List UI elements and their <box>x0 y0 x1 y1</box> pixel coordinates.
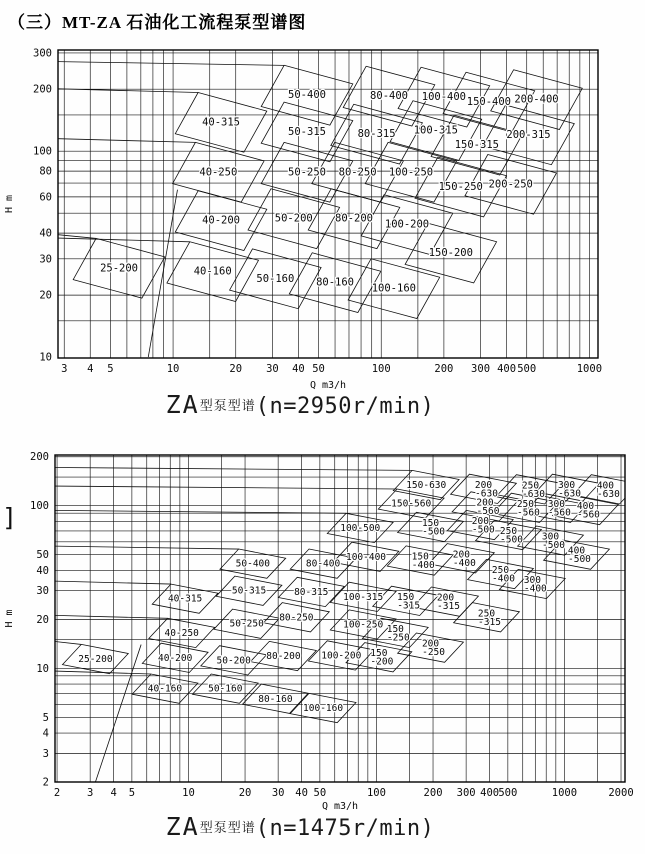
y-tick-labels <box>30 451 49 788</box>
model-label-80-160: 80-160 <box>258 693 293 705</box>
x-tick-400: 400 <box>480 787 500 799</box>
model-label-150-315: 150 -315 <box>397 591 421 612</box>
model-label-100-250: 100-250 <box>343 619 384 631</box>
y-tick-30: 30 <box>36 585 49 598</box>
model-label-80-400: 80-400 <box>305 558 341 570</box>
model-label-50-160: 50-160 <box>208 683 243 695</box>
model-label-80-200: 80-200 <box>266 651 301 663</box>
x-tick-50: 50 <box>313 787 327 799</box>
model-label-150-250: 150-250 <box>438 180 483 193</box>
model-label-80-250: 80-250 <box>338 166 377 179</box>
model-label-50-200: 50-200 <box>216 655 251 667</box>
pump-spectrum-chart-1475rpm <box>0 445 645 823</box>
y-tick-3: 3 <box>42 747 49 760</box>
x-tick-50: 50 <box>312 363 325 375</box>
x-tick-10: 10 <box>166 363 180 375</box>
x-tick-20: 20 <box>229 363 243 375</box>
x-tick-1000: 1000 <box>576 363 603 375</box>
y-tick-50: 50 <box>36 549 49 562</box>
x-tick-5: 5 <box>107 363 114 375</box>
model-label-50-160: 50-160 <box>256 272 295 285</box>
x-tick-labels <box>54 787 634 799</box>
model-label-100-315: 100-315 <box>343 591 384 603</box>
model-label-40-315: 40-315 <box>167 593 203 605</box>
model-label-80-315: 80-315 <box>357 128 396 141</box>
x-tick-5: 5 <box>128 787 136 799</box>
y-tick-labels <box>33 47 52 363</box>
model-label-40-200: 40-200 <box>158 652 193 664</box>
model-label-40-200: 40-200 <box>202 214 241 227</box>
model-label-100-200: 100-200 <box>321 650 362 662</box>
model-label-100-250: 100-250 <box>388 166 434 179</box>
model-label-50-400: 50-400 <box>235 558 270 570</box>
row-boundary-curve <box>55 467 412 470</box>
column-boundary-line <box>95 645 141 782</box>
model-label-100-400: 100-400 <box>345 551 387 563</box>
model-label-200-250: 200-250 <box>488 178 533 191</box>
model-label-50-315: 50-315 <box>231 585 267 597</box>
model-label-400-630: 400 -630 <box>596 480 620 500</box>
x-tick-1000: 1000 <box>551 787 578 799</box>
x-tick-30: 30 <box>266 363 279 375</box>
model-label-50-200: 50-200 <box>274 212 313 225</box>
model-label-150-500: 150 -500 <box>421 517 445 538</box>
row-boundary-curve <box>55 581 171 584</box>
x-tick-500: 500 <box>498 787 518 799</box>
model-label-40-160: 40-160 <box>147 683 183 695</box>
x-tick-400: 400 <box>497 363 517 375</box>
x-tick-100: 100 <box>371 363 391 375</box>
model-label-150-250: 150 -250 <box>386 623 410 644</box>
model-label-200-315: 200-315 <box>506 128 551 141</box>
y-tick-5: 5 <box>42 711 49 724</box>
model-label-100-160: 100-160 <box>303 703 344 715</box>
x-tick-200: 200 <box>434 363 454 375</box>
row-boundary-curve <box>58 238 190 242</box>
model-label-250-560: 250 -560 <box>516 498 540 519</box>
y-tick-100: 100 <box>33 145 52 158</box>
model-label-40-250: 40-250 <box>164 627 199 639</box>
model-label-250-400: 250 -400 <box>491 565 515 585</box>
model-label-50-400: 50-400 <box>288 89 326 102</box>
caption-kind-text: 型泵型谱 <box>199 820 256 835</box>
x-tick-40: 40 <box>295 787 308 799</box>
caption-series-code: ZA <box>165 812 200 841</box>
model-label-40-250: 40-250 <box>199 166 238 179</box>
y-tick-10: 10 <box>36 662 49 675</box>
y-tick-200: 200 <box>33 83 52 96</box>
y-tick-60: 60 <box>39 191 52 204</box>
model-label-150-400: 150-400 <box>466 96 512 109</box>
x-tick-30: 30 <box>271 787 285 799</box>
model-label-50-250: 50-250 <box>229 618 264 630</box>
caption-series-code: ZA <box>165 390 200 419</box>
model-label-300-500: 300 -500 <box>541 531 565 552</box>
y-tick-4: 4 <box>42 727 49 740</box>
grid-lines <box>55 455 625 782</box>
model-label-100-400: 100-400 <box>421 91 467 104</box>
scan-artifact-bracket: ] <box>2 503 18 532</box>
model-label-150-200: 150-200 <box>428 247 473 260</box>
model-label-100-160: 100-160 <box>371 282 416 295</box>
model-label-150-200: 150 -200 <box>370 648 394 668</box>
model-label-80-400: 80-400 <box>370 90 408 103</box>
x-tick-2000: 2000 <box>608 787 634 799</box>
model-label-80-160: 80-160 <box>316 276 355 289</box>
model-label-300-560: 300 -560 <box>547 498 571 519</box>
x-tick-3: 3 <box>61 363 68 375</box>
model-label-200-250: 200 -250 <box>421 638 445 659</box>
y-tick-2: 2 <box>42 776 49 789</box>
y-tick-200: 200 <box>30 451 49 464</box>
model-label-150-630: 150-630 <box>406 480 447 492</box>
x-axis-label: Q m3/h <box>309 380 347 391</box>
model-label-25-200: 25-200 <box>100 262 139 275</box>
y-tick-20: 20 <box>36 613 49 626</box>
caption-speed-text: (n=1475r/min) <box>255 816 435 841</box>
model-label-250-630: 250 -630 <box>521 480 545 500</box>
model-label-40-315: 40-315 <box>202 116 241 129</box>
model-label-100-200: 100-200 <box>384 218 430 231</box>
x-axis-label: Q m3/h <box>321 801 359 812</box>
x-tick-10: 10 <box>182 787 195 799</box>
model-label-200-315: 200 -315 <box>436 592 460 613</box>
model-label-200-500: 200 -500 <box>471 516 495 536</box>
x-tick-2: 2 <box>53 787 61 799</box>
model-label-100-315: 100-315 <box>413 124 458 137</box>
model-label-250-500: 250 -500 <box>499 526 523 546</box>
row-boundary-curve <box>58 62 284 66</box>
y-tick-300: 300 <box>33 47 52 60</box>
chart-caption-2950 <box>0 390 600 419</box>
x-tick-4: 4 <box>110 787 117 799</box>
model-label-400-560: 400 -560 <box>576 501 600 521</box>
y-tick-100: 100 <box>30 500 49 513</box>
model-label-80-250: 80-250 <box>279 612 314 624</box>
model-label-25-200: 25-200 <box>78 654 113 666</box>
chart-canvas-1475 <box>0 445 645 823</box>
y-axis-label: H m <box>4 194 15 214</box>
model-label-80-200: 80-200 <box>335 212 373 225</box>
x-tick-200: 200 <box>423 787 443 799</box>
model-label-200-560: 200 -560 <box>476 497 500 517</box>
caption-kind-text: 型泵型谱 <box>199 398 256 413</box>
x-tick-4: 4 <box>87 363 94 375</box>
y-tick-30: 30 <box>39 253 52 266</box>
row-boundary-curve <box>55 642 81 645</box>
model-label-50-315: 50-315 <box>288 125 326 138</box>
model-label-250-315: 250 -315 <box>477 608 501 628</box>
x-tick-20: 20 <box>238 787 252 799</box>
pump-spectrum-chart-2950rpm <box>0 40 645 412</box>
y-tick-40: 40 <box>36 564 49 577</box>
model-label-300-630: 300 -630 <box>557 479 581 500</box>
x-tick-300: 300 <box>471 363 491 375</box>
model-label-200-630: 200 -630 <box>474 479 498 500</box>
caption-speed-text: (n=2950r/min) <box>255 394 435 419</box>
row-boundary-curve <box>55 486 397 489</box>
x-tick-300: 300 <box>456 787 476 799</box>
model-label-200-400: 200 -400 <box>452 549 476 569</box>
model-label-100-500: 100-500 <box>340 522 381 534</box>
model-label-150-560: 150-560 <box>391 498 432 510</box>
y-tick-40: 40 <box>39 227 52 240</box>
x-tick-3: 3 <box>87 787 94 799</box>
y-tick-20: 20 <box>39 289 52 302</box>
model-label-80-315: 80-315 <box>294 586 329 598</box>
x-tick-40: 40 <box>292 363 305 375</box>
page-title: （三）MT-ZA 石油化工流程泵型谱图 <box>8 13 307 32</box>
y-tick-80: 80 <box>39 165 52 178</box>
chart-caption-1475 <box>0 812 600 841</box>
y-axis-label: H m <box>4 609 15 628</box>
model-label-50-250: 50-250 <box>288 166 326 179</box>
model-label-200-400: 200-400 <box>514 93 559 106</box>
model-label-150-315: 150-315 <box>454 139 499 152</box>
row-boundary-curve <box>55 671 151 674</box>
x-tick-labels <box>61 363 602 375</box>
y-tick-10: 10 <box>39 351 52 364</box>
model-label-150-400: 150 -400 <box>411 551 435 572</box>
model-label-40-160: 40-160 <box>193 265 232 278</box>
model-label-300-400: 300 -400 <box>523 575 547 595</box>
x-tick-100: 100 <box>366 787 386 799</box>
chart-canvas-2950 <box>0 40 645 412</box>
row-boundary-curve <box>55 615 168 618</box>
x-tick-500: 500 <box>517 363 537 375</box>
model-label-400-500: 400 -500 <box>567 545 591 566</box>
